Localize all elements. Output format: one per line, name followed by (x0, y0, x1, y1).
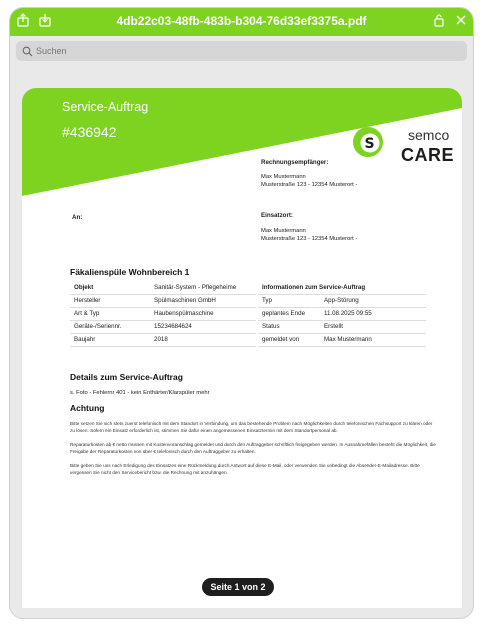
device-title: Fäkalienspüle Wohnbereich 1 (70, 267, 190, 277)
title-bar (10, 8, 473, 36)
table-row-value: Spülmaschinen GmbH (150, 294, 256, 307)
order-number: #436942 (62, 124, 117, 140)
window-title: 4db22c03-48fb-483b-b304-76d33ef3375a.pdf (116, 14, 367, 28)
site-label: Einsatzort: (261, 212, 293, 219)
table-row-value: 15234684624 (150, 320, 256, 333)
service-info-table (258, 281, 426, 347)
details-text: s. Foto - Fehlernr 401 - kein Enthärter/Klarspüler mehr (70, 390, 210, 396)
close-icon[interactable] (452, 13, 470, 31)
table-row-value: 11.08.2025 09:55 (320, 307, 426, 320)
site-name: Max Mustermann (261, 228, 306, 234)
pdf-viewer-window (9, 7, 474, 619)
table-row-label: Status (258, 320, 320, 333)
semco-logo-icon (352, 124, 388, 165)
details-title: Details zum Service-Auftrag (70, 372, 183, 382)
search-icon (22, 44, 34, 56)
table-row-value: Erstellt (320, 320, 426, 333)
share-icon[interactable] (14, 13, 32, 31)
search-input[interactable] (36, 43, 456, 59)
table-row-value: Haubenspülmaschine (150, 307, 256, 320)
table-row-label: geplantes Ende (258, 307, 320, 320)
attention-paragraph-3: Bitte geben Sie uns nach Erledigung des Einsatzes eine Rückmeldung durch Antwort auf diese E-Mail, oder verwenden Sie unbedingt die Absender-E-Mailadresse. Bitte vergessen Sie nicht den Servicebericht bzw. die Rechnung mit anzuhängen. (70, 463, 420, 475)
table-row-value: App-Störung (320, 294, 426, 307)
object-header: Objekt (70, 281, 150, 294)
table-row-value: Max Mustermann (320, 333, 426, 346)
table-row-label: gemeldet von (258, 333, 320, 346)
document-heading: Service-Auftrag (62, 100, 149, 114)
billing-name: Max Mustermann (261, 174, 306, 180)
attention-paragraph-2: Reparaturkosten ab € netto müssen mit Kostenvoranschlag gemeldet und durch den Auftraggeber schriftlich freigegeben werden. In Ausnahmefällen besteht die Möglichkeit, die Freigabe der Reparaturkosten von über € telefonisch durch den Auftraggeber zu erhalten. (70, 442, 436, 454)
download-icon[interactable] (36, 13, 54, 31)
logo-text-semco: semco (408, 127, 450, 143)
table-row-value: 2018 (150, 333, 256, 346)
object-table (70, 281, 256, 347)
billing-address: Musterstraße 123 - 12354 Musterort - (261, 182, 358, 188)
table-row-label: Art & Typ (70, 307, 150, 320)
lock-icon[interactable] (430, 13, 448, 31)
table-row-label: Geräte-/Seriennr. (70, 320, 150, 333)
billing-label: Rechnungsempfänger: (261, 159, 329, 166)
page-indicator: Seite 1 von 2 (202, 578, 274, 596)
service-info-header: Informationen zum Service-Auftrag (258, 281, 426, 294)
attention-paragraph-1: Bitte setzen Sie sich stets zuerst telefonisch mit dem Standort in Verbindung, um das bestehende Problem nach Möglichkeiten durch telefonischen Fachsupport zu klären oder zu lösen. Sofern ein Einsatz erforderlich ist, stimmen Sie dafür einen angemessenen Einsatztermin mit dem Standortpersonal ab. (70, 421, 433, 433)
an-label: An: (72, 214, 83, 221)
logo-text-care: CARE (401, 145, 455, 165)
table-row-label: Hersteller (70, 294, 150, 307)
table-row-label: Typ (258, 294, 320, 307)
object-header-value: Sanitär-System - Pflegeheime (150, 281, 256, 294)
attention-title: Achtung (70, 403, 105, 413)
site-address: Musterstraße 123 - 12354 Musterort - (261, 236, 358, 242)
svg-text:S: S (364, 136, 375, 152)
table-row-label: Baujahr (70, 333, 150, 346)
pdf-page (22, 88, 462, 608)
search-bar[interactable] (16, 41, 467, 61)
